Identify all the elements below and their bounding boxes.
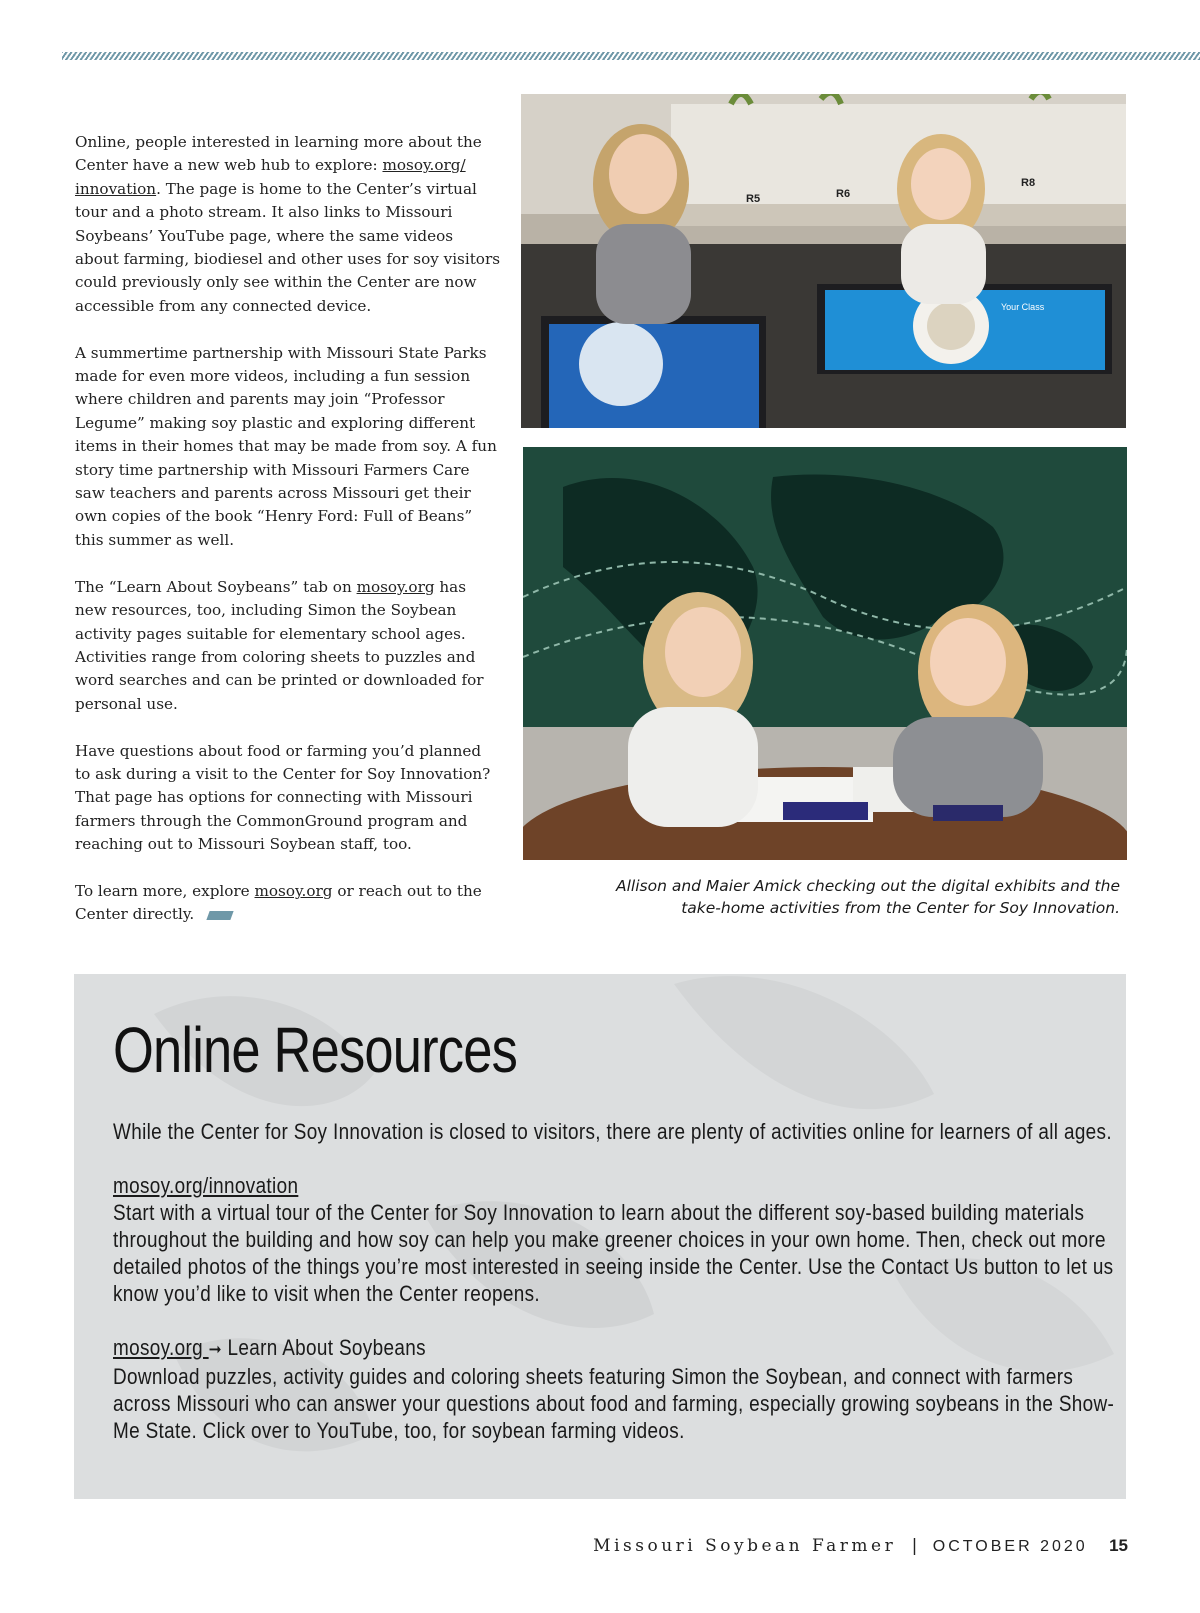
screen-label: Your Class bbox=[1001, 302, 1045, 312]
resources-link-innovation[interactable]: mosoy.org/innovation bbox=[113, 1173, 299, 1198]
bin-label-r6: R6 bbox=[836, 188, 851, 200]
article-paragraph-1: Online, people interested in learning more about the Center have a new web hub to explore: mosoy.org/ innovation. The page is home to the Center’s virtual tour and a photo stream. It also links to Missouri Soybeans’ YouTube page, where the same videos about farming, biodiesel and other uses for soy visitors could previously only see within the Center are now accessible from any connected device. bbox=[75, 133, 501, 315]
mosoy-link-2[interactable]: mosoy.org bbox=[254, 881, 333, 900]
arrow-right-icon: ➞ bbox=[208, 1339, 222, 1360]
mosoy-link[interactable]: mosoy.org bbox=[356, 577, 435, 596]
article-paragraph-4: Have questions about food or farming you’d planned to ask during a visit to the Center for Soy Innovation? That page has options for connecting with Missouri farmers through the CommonGround program and reaching out to Missouri Soybean staff, too. bbox=[75, 741, 491, 854]
article-paragraph-2: A summertime partnership with Missouri State Parks made for even more videos, including a fun session where children and parents may join “Professor Legume” making soy plastic and exploring different items in their homes that may be made from soy. A fun story time partnership with Missouri Farmers Care saw teachers and parents across Missouri get their own copies of the book “Henry Ford: Full of Beans” this summer as well. bbox=[75, 343, 497, 549]
resources-item-innovation bbox=[113, 1172, 1115, 1307]
photo-digital-exhibit bbox=[521, 94, 1126, 428]
footer-date: OCTOBER 2020 bbox=[932, 1538, 1088, 1555]
footer-page-number: 15 bbox=[1109, 1536, 1128, 1555]
article-paragraph-3: The “Learn About Soybeans” tab on mosoy.org has new resources, too, including Simon the Soybean activity pages suitable for elementary school ages. Activities range from coloring sheets to puzzles and word searches and can be printed or downloaded for personal use. bbox=[75, 577, 484, 713]
article-body bbox=[75, 131, 500, 950]
article-end-mark-icon bbox=[207, 911, 234, 920]
page-footer bbox=[593, 1536, 1128, 1556]
resources-intro: While the Center for Soy Innovation is closed to visitors, there are plenty of activities online for learners of all ages. bbox=[113, 1119, 1112, 1144]
resources-title: Online Resources bbox=[113, 1014, 518, 1086]
resources-desc-innovation: Start with a virtual tour of the Center for Soy Innovation to learn about the different soy-based building materials throughout the building and how soy can help you make greener choices in your own home. Then, check out more detailed photos of the things you’re most interested in seeing inside the Center. Use the Contact Us button to let us know you’d like to visit when the Center reopens. bbox=[113, 1200, 1114, 1306]
online-resources-box bbox=[74, 974, 1126, 1499]
article-paragraph-5: To learn more, explore mosoy.org or reach out to the Center directly. bbox=[75, 881, 482, 924]
resources-item-learn bbox=[113, 1334, 1115, 1444]
photo-coloring-activity bbox=[523, 447, 1127, 860]
resources-content bbox=[113, 1012, 1113, 1471]
caption-line-1: Allison and Maier Amick checking out the digital exhibits and the bbox=[615, 877, 1120, 895]
resources-link-suffix: Learn About Soybeans bbox=[221, 1335, 426, 1360]
resources-link-mosoy[interactable]: mosoy.org bbox=[113, 1335, 209, 1360]
top-decorative-stripe bbox=[62, 52, 1200, 60]
resources-text bbox=[113, 1118, 1115, 1444]
footer-publication: Missouri Soybean Farmer bbox=[593, 1536, 897, 1556]
photo-caption bbox=[540, 875, 1120, 919]
bin-label-r5: R5 bbox=[746, 193, 761, 205]
innovation-link[interactable]: mosoy.org/ innovation bbox=[75, 156, 466, 198]
bin-label-r8: R8 bbox=[1021, 177, 1036, 189]
resources-desc-learn: Download puzzles, activity guides and coloring sheets featuring Simon the Soybean, and connect with farmers across Missouri who can answer your questions about food and farming, especially growing soybeans in the Show-Me State. Click over to YouTube, too, for soybean farming videos. bbox=[113, 1364, 1115, 1443]
caption-line-2: take-home activities from the Center for Soy Innovation. bbox=[681, 899, 1120, 917]
footer-separator: | bbox=[911, 1536, 918, 1556]
